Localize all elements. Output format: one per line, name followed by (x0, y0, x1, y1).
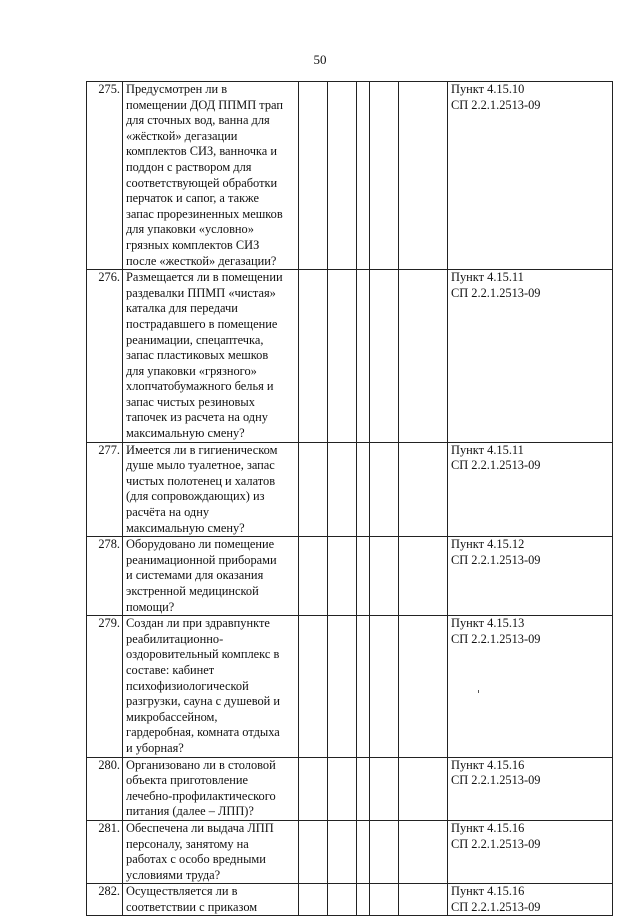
answer-cell-1 (299, 884, 328, 916)
answer-cell-3 (357, 757, 370, 820)
reference-cell (448, 820, 613, 883)
question-line: пострадавшего в помещение (126, 316, 278, 331)
question-line: и системами для оказания (126, 568, 264, 583)
question-line: Организовано ли в столовой (126, 757, 276, 772)
reference-line: СП 2.2.1.2513-09 (451, 97, 541, 112)
reference-cell (448, 757, 613, 820)
answer-cell-3 (357, 616, 370, 757)
answer-cell-3 (357, 270, 370, 443)
answer-cell-4 (370, 442, 399, 537)
question-line: для упаковки «условно» (126, 222, 254, 237)
reference-line: СП 2.2.1.2513-09 (451, 899, 541, 914)
answer-cell-2 (328, 82, 357, 270)
question-line: реанимации, спецаптечка, (126, 332, 264, 347)
scan-mark (478, 690, 479, 693)
answer-cell-2 (328, 820, 357, 883)
question-line: помещении ДОД ППМП трап (126, 97, 283, 112)
answer-cell-3 (357, 82, 370, 270)
row-number: 278. (87, 537, 123, 616)
answer-cell-5 (399, 537, 448, 616)
answer-cell-2 (328, 757, 357, 820)
answer-cell-5 (399, 442, 448, 537)
question-line: (для сопровождающих) из (126, 489, 265, 504)
reference-cell (448, 884, 613, 916)
answer-cell-5 (399, 82, 448, 270)
question-cell (123, 616, 299, 757)
question-line: поддон с раствором для (126, 159, 252, 174)
reference-line: Пункт 4.15.12 (451, 537, 525, 552)
question-line: реанимационной приборами (126, 552, 277, 567)
question-cell (123, 757, 299, 820)
table-row (87, 82, 613, 270)
question-line: гардеробная, комната отдыха (126, 725, 280, 740)
answer-cell-5 (399, 270, 448, 443)
answer-cell-2 (328, 270, 357, 443)
table-row (87, 820, 613, 883)
answer-cell-3 (357, 442, 370, 537)
answer-cell-1 (299, 82, 328, 270)
reference-line: СП 2.2.1.2513-09 (451, 458, 541, 473)
row-number: 281. (87, 820, 123, 883)
reference-line: Пункт 4.15.16 (451, 820, 525, 835)
answer-cell-4 (370, 757, 399, 820)
checklist-rows (87, 82, 613, 916)
answer-cell-4 (370, 884, 399, 916)
answer-cell-5 (399, 820, 448, 883)
question-line: каталка для передачи (126, 301, 238, 316)
answer-cell-4 (370, 537, 399, 616)
reference-line: Пункт 4.15.16 (451, 757, 525, 772)
question-line: Создан ли при здравпункте (126, 616, 270, 631)
question-line: комплектов СИЗ, ванночка и (126, 144, 277, 159)
reference-cell (448, 442, 613, 537)
question-line: реабилитационно- (126, 631, 224, 646)
answer-cell-5 (399, 616, 448, 757)
question-line: условиями труда? (126, 867, 221, 882)
reference-line: Пункт 4.15.13 (451, 616, 525, 631)
answer-cell-1 (299, 270, 328, 443)
question-line: и уборная? (126, 740, 184, 755)
answer-cell-4 (370, 820, 399, 883)
row-number: 279. (87, 616, 123, 757)
question-cell (123, 270, 299, 443)
answer-cell-1 (299, 537, 328, 616)
answer-cell-4 (370, 82, 399, 270)
question-line: запас прорезиненных мешков (126, 206, 283, 221)
question-line: перчаток и сапог, а также (126, 191, 259, 206)
answer-cell-2 (328, 884, 357, 916)
answer-cell-3 (357, 820, 370, 883)
question-cell (123, 820, 299, 883)
question-cell (123, 537, 299, 616)
question-line: Обеспечена ли выдача ЛПП (126, 820, 274, 835)
question-line: чистых полотенец и халатов (126, 473, 276, 488)
question-line: грязных комплектов СИЗ (126, 237, 260, 252)
question-line: Осуществляется ли в (126, 884, 238, 899)
reference-line: СП 2.2.1.2513-09 (451, 836, 541, 851)
row-number: 276. (87, 270, 123, 443)
answer-cell-2 (328, 537, 357, 616)
reference-line: Пункт 4.15.10 (451, 82, 525, 96)
checklist-table (86, 81, 613, 916)
question-line: после «жесткой» дегазации? (126, 253, 277, 268)
question-line: Оборудовано ли помещение (126, 537, 275, 552)
question-line: раздевалки ППМП «чистая» (126, 285, 276, 300)
question-line: питания (далее – ЛПП)? (126, 804, 254, 819)
page-number: 50 (313, 52, 327, 67)
question-line: психофизиологической (126, 678, 249, 693)
table-row (87, 442, 613, 537)
question-line: Имеется ли в гигиеническом (126, 442, 278, 457)
question-cell (123, 82, 299, 270)
question-line: «жёсткой» дегазации (126, 128, 238, 143)
reference-line: СП 2.2.1.2513-09 (451, 552, 541, 567)
reference-cell (448, 270, 613, 443)
reference-line: Пункт 4.15.11 (451, 442, 524, 457)
answer-cell-5 (399, 884, 448, 916)
question-line: Предусмотрен ли в (126, 82, 228, 96)
question-line: экстренной медицинской (126, 584, 259, 598)
reference-cell (448, 616, 613, 757)
question-line: тапочек из расчета на одну (126, 410, 268, 425)
reference-line: СП 2.2.1.2513-09 (451, 631, 541, 646)
question-line: для упаковки «грязного» (126, 363, 257, 378)
question-line: персоналу, занятому на (126, 836, 249, 851)
question-line: хлопчатобумажного белья и (126, 379, 274, 394)
question-line: запас чистых резиновых (126, 394, 255, 409)
question-line: разгрузки, сауна с душевой и (126, 694, 281, 709)
answer-cell-5 (399, 757, 448, 820)
answer-cell-2 (328, 442, 357, 537)
question-line: работах с особо вредными (126, 852, 266, 867)
question-line: оздоровительный комплекс в (126, 647, 280, 662)
table-row (87, 884, 613, 916)
answer-cell-4 (370, 616, 399, 757)
row-number: 275. (87, 82, 123, 270)
reference-line: СП 2.2.1.2513-09 (451, 285, 541, 300)
answer-cell-3 (357, 884, 370, 916)
question-cell (123, 442, 299, 537)
question-line: расчёта на одну (126, 505, 210, 520)
reference-cell (448, 82, 613, 270)
table-row (87, 616, 613, 757)
row-number: 280. (87, 757, 123, 820)
question-cell (123, 884, 299, 916)
table-row (87, 757, 613, 820)
question-line: объекта приготовление (126, 773, 248, 788)
table-row (87, 537, 613, 616)
reference-line: СП 2.2.1.2513-09 (451, 773, 541, 788)
question-line: Размещается ли в помещении (126, 270, 283, 285)
question-line: запас пластиковых мешков (126, 348, 269, 363)
answer-cell-3 (357, 537, 370, 616)
answer-cell-1 (299, 616, 328, 757)
question-line: помощи? (126, 599, 175, 614)
question-line: максимальную смену? (126, 520, 245, 535)
question-line: для сточных вод, ванна для (126, 113, 270, 128)
answer-cell-4 (370, 270, 399, 443)
question-line: максимальную смену? (126, 426, 245, 441)
question-line: душе мыло туалетное, запас (126, 458, 275, 473)
reference-line: Пункт 4.15.16 (451, 884, 525, 899)
answer-cell-1 (299, 820, 328, 883)
question-line: микробассейном, (126, 709, 218, 724)
answer-cell-1 (299, 442, 328, 537)
question-line: соответствии с приказом (126, 899, 258, 914)
reference-cell (448, 537, 613, 616)
question-line: лечебно-профилактического (126, 788, 276, 803)
row-number: 277. (87, 442, 123, 537)
question-line: соответствующей обработки (126, 175, 278, 190)
row-number: 282. (87, 884, 123, 916)
table-row (87, 270, 613, 443)
reference-line: Пункт 4.15.11 (451, 270, 524, 285)
question-line: составе: кабинет (126, 662, 215, 677)
answer-cell-1 (299, 757, 328, 820)
answer-cell-2 (328, 616, 357, 757)
